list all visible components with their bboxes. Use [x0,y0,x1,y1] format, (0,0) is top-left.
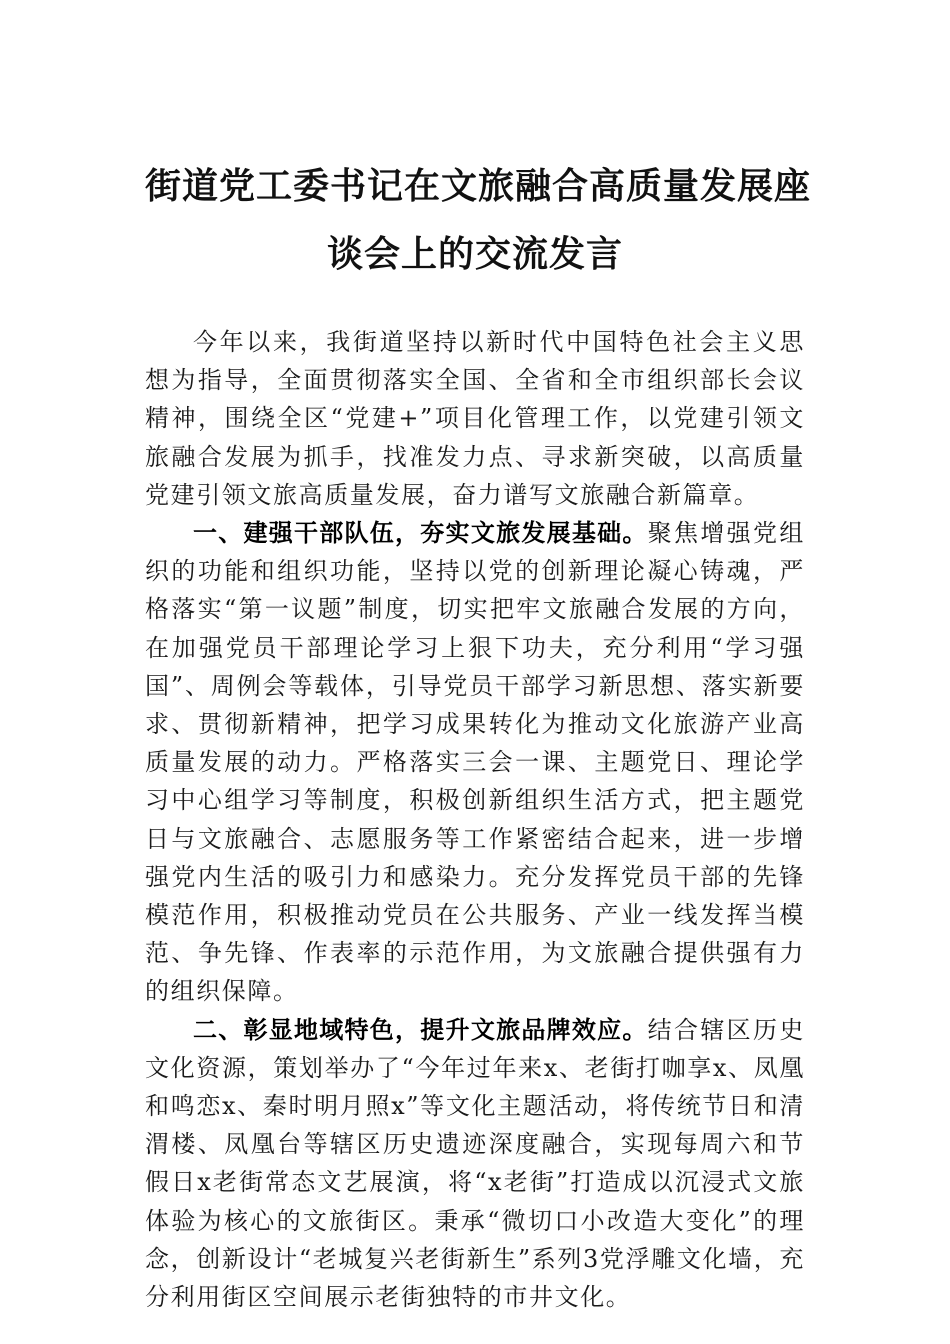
document-title-line-1: 街道党工委书记在文旅融合高质量发展座 [145,165,812,207]
paragraph-intro-text: 今年以来，我街道坚持以新时代中国特色社会主义思想为指导，全面贯彻落实全国、全省和全市组织部长会议精神，围绕全区“党建+”项目化管理工作，以党建引领文旅融合发展为抓手，找准发力点、寻求新突破，以高质量党建引领文旅高质量发展，奋力谱写文旅融合新篇章。 [145,328,805,509]
document-body [145,323,805,1316]
section-2-heading: 二、彰显地域特色，提升文旅品牌效应。 [193,1014,648,1044]
paragraph-section-1 [145,514,805,1011]
paragraph-intro [145,323,805,514]
section-1-text: 聚焦增强党组织的功能和组织功能，坚持以党的创新理论凝心铸魂，严格落实“第一议题”制度，切实把牢文旅融合发展的方向，在加强党员干部理论学习上狠下功夫，充分利用“学习强国”、周例会等载体，引导党员干部学习新思想、落实新要求、贯彻新精神，把学习成果转化为推动文化旅游产业高质量发展的动力。严格落实三会一课、主题党日、理论学习中心组学习等制度，积极创新组织生活方式，把主题党日与文旅融合、志愿服务等工作紧密结合起来，进一步增强党内生活的吸引力和感染力。充分发挥党员干部的先锋模范作用，积极推动党员在公共服务、产业一线发挥当模范、争先锋、作表率的示范作用，为文旅融合提供强有力的组织保障。 [145,519,805,1006]
paragraph-section-2 [145,1011,805,1317]
document-title-line-2: 谈会上的交流发言 [326,233,623,275]
section-1-heading: 一、建强干部队伍，夯实文旅发展基础。 [193,518,648,548]
section-2-text: 结合辖区历史文化资源，策划举办了“今年过年来x、老街打咖享x、凤凰和鸣恋x、秦时明月照x”等文化主题活动，将传统节日和清渭楼、凤凰台等辖区历史遗迹深度融合，实现每周六和节假日x老街常态文艺展演，将“x老街”打造成以沉浸式文旅体验为核心的文旅街区。秉承“微切口小改造大变化”的理念，创新设计“老城复兴老街新生”系列3党浮雕文化墙，充分利用街区空间展示老街独特的市井文化。 [145,1015,805,1312]
